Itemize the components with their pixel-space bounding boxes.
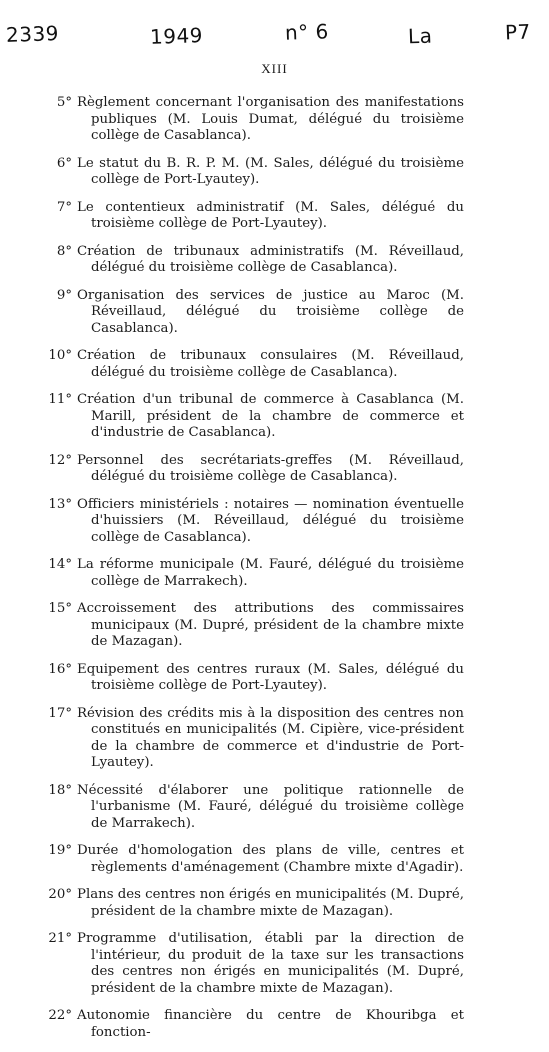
item-number: 5° (56, 95, 72, 110)
item-text: Nécessité d'élaborer une politique rationnelle de l'urbanisme (M. Fauré, délégué du troisième collège de Marrakech). (77, 782, 464, 831)
item-text: Création d'un tribunal de commerce à Casablanca (M. Marill, président de la chambre de commerce et d'industrie de Casablanca). (77, 392, 464, 440)
item-number: 11° (48, 392, 72, 407)
item-number: 13° (48, 496, 72, 512)
handwritten-note-issue: n° 6 (284, 19, 330, 45)
item-number: 22° (48, 1008, 72, 1023)
list-item (44, 453, 464, 486)
item-text: Règlement concernant l'organisation des manifestations publiques (M. Louis Dumat, délégué du troisième collège de Casablanca). (77, 95, 464, 143)
list-item (44, 1008, 464, 1041)
list-item (44, 843, 464, 876)
list-item (44, 392, 464, 442)
list-item (44, 601, 464, 651)
item-text: Accroissement des attributions des commissaires municipaux (M. Dupré, président de la chambre mixte de Mazagan). (77, 601, 464, 649)
item-text: Officiers ministériels : notaires — nomination éventuelle d'huissiers (M. Réveillaud, délégué du troisième collège de Casablanca). (77, 496, 464, 545)
list-item (44, 706, 464, 772)
handwritten-note-year: 1949 (149, 23, 204, 49)
list-item (44, 95, 464, 145)
item-text: Equipement des centres ruraux (M. Sales, délégué du troisième collège de Port-Lyautey). (77, 661, 464, 693)
list-item (44, 557, 464, 590)
item-number: 15° (48, 601, 72, 616)
item-text: Révision des crédits mis à la disposition des centres non constitués en municipalités (M. Cipière, vice-président de la chambre de commerce et d'industrie de Port-Lyautey). (77, 705, 464, 770)
item-number: 17° (48, 705, 72, 721)
item-text: Le contentieux administratif (M. Sales, délégué du troisième collège de Port-Lyautey). (77, 199, 464, 231)
item-text: Création de tribunaux administratifs (M. Réveillaud, délégué du troisième collège de Casablanca). (77, 243, 464, 275)
item-number: 10° (48, 348, 72, 363)
item-text: Autonomie financière du centre de Khouribga et fonction- (77, 1008, 464, 1040)
list-item (44, 200, 464, 233)
list-item (44, 662, 464, 695)
item-text: Création de tribunaux consulaires (M. Réveillaud, délégué du troisième collège de Casablanca). (77, 348, 464, 380)
page-number: XIII (261, 61, 288, 76)
handwritten-note-number: 2339 (5, 21, 60, 47)
item-number: 6° (56, 155, 72, 171)
item-number: 14° (48, 557, 72, 572)
item-number: 20° (48, 887, 72, 902)
list-item (44, 244, 464, 277)
item-number: 8° (56, 243, 72, 259)
item-number: 18° (48, 782, 72, 798)
item-number: 19° (48, 843, 72, 858)
item-text: La réforme municipale (M. Fauré, délégué du troisième collège de Marrakech). (77, 557, 464, 589)
item-text: Durée d'homologation des plans de ville, centres et règlements d'aménagement (Chambre mixte d'Agadir). (77, 843, 464, 875)
item-text: Organisation des services de justice au Maroc (M. Réveillaud, délégué du troisième collège de Casablanca). (77, 287, 464, 336)
item-text: Programme d'utilisation, établi par la direction de l'intérieur, du produit de la taxe sur les transactions des centres non érigés en municipalités (M. Dupré, président de la chambre mixte de Mazagan). (77, 931, 464, 996)
item-text: Le statut du B. R. P. M. (M. Sales, délégué du troisième collège de Port-Lyautey). (77, 155, 464, 187)
handwritten-note-page: P7 (504, 19, 532, 45)
item-text: Plans des centres non érigés en municipalités (M. Dupré, président de la chambre mixte de Mazagan). (77, 887, 464, 919)
item-number: 7° (56, 199, 72, 215)
item-text: Personnel des secrétariats-greffes (M. Réveillaud, délégué du troisième collège de Casablanca). (77, 452, 464, 484)
list-item (44, 156, 464, 189)
list-item (44, 348, 464, 381)
item-number: 16° (48, 661, 72, 677)
item-number: 12° (48, 452, 72, 468)
list-item (44, 931, 464, 997)
list-item (44, 288, 464, 338)
item-number: 21° (48, 931, 72, 946)
list-item (44, 783, 464, 833)
handwritten-note-la: La (407, 23, 433, 49)
item-number: 9° (56, 287, 72, 303)
list-item (44, 887, 464, 920)
agenda-list (44, 95, 464, 1052)
list-item (44, 497, 464, 547)
